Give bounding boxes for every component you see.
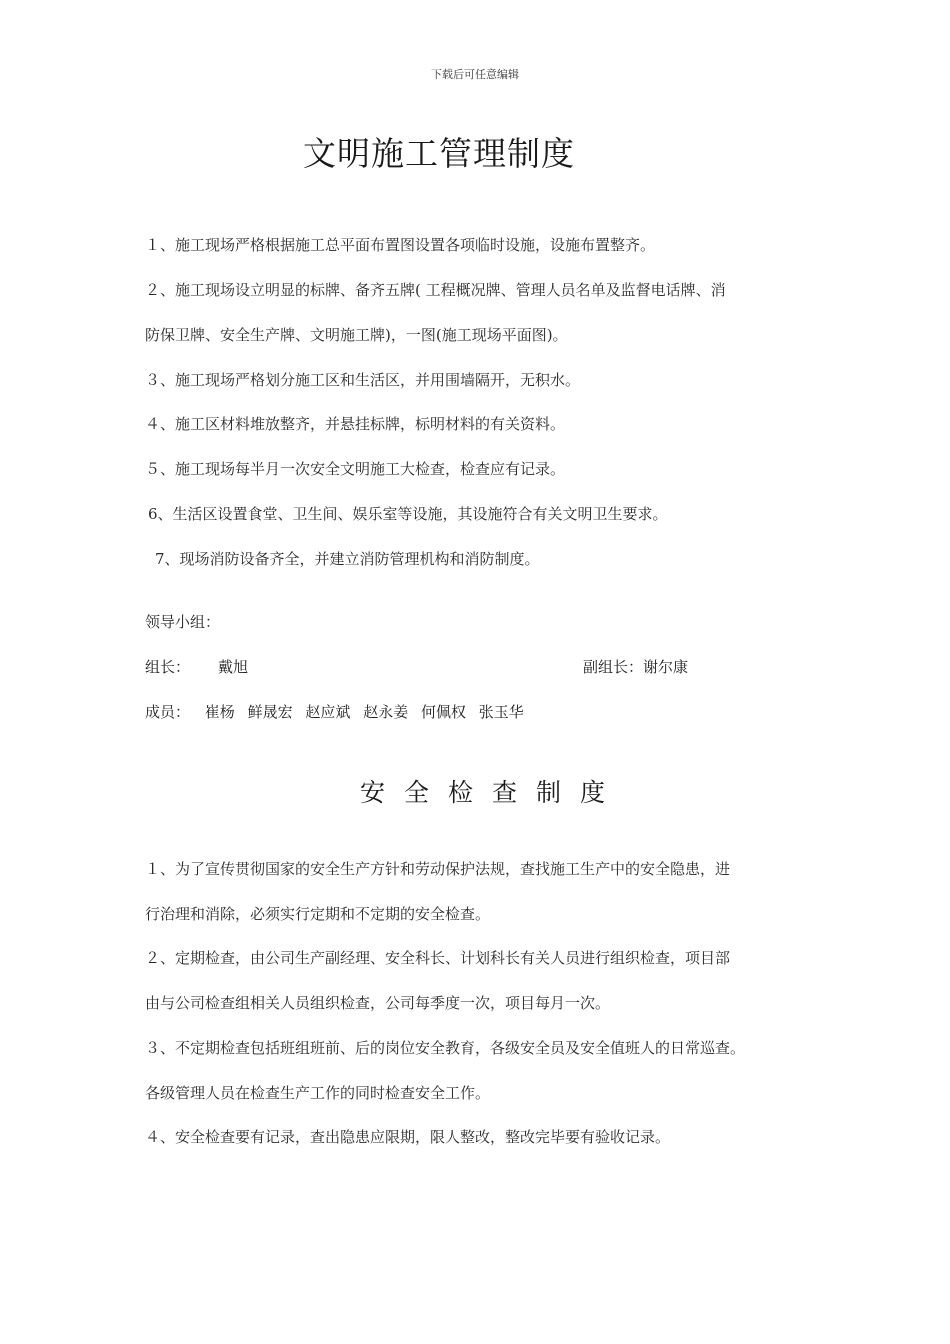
section1-item-5: ５、施工现场每半月一次安全文明施工大检查，检查应有记录。 [145,460,566,478]
section2-item-3: ３、不定期检查包括班组班前、后的岗位安全教育，各级安全员及安全值班人的日常巡查。 [145,1039,746,1057]
leadership-label: 领导小组： [145,613,221,631]
leader-name: 戴旭 [218,658,249,676]
member-name: 赵永姜 [363,703,409,721]
section1-item-3: ３、施工现场严格划分施工区和生活区，并用围墙隔开，无积水。 [145,371,581,389]
member-name: 何佩权 [420,703,466,721]
section1-item-7: 7、现场消防设备齐全，并建立消防管理机构和消防制度。 [155,550,540,568]
section1-title: 文明施工管理制度 [303,134,575,173]
member-name: 赵应斌 [305,703,351,721]
leader-row [145,657,745,677]
member-name: 鲜晟宏 [247,703,293,721]
section2-item-2-cont: 由与公司检查组相关人员组织检查，公司每季度一次，项目每月一次。 [145,994,611,1012]
header-note: 下载后可任意编辑 [431,68,519,81]
section1-item-1: １、施工现场严格根据施工总平面布置图设置各项临时设施，设施布置整齐。 [145,236,656,254]
section2-item-1-cont: 行治理和消除，必须实行定期和不定期的安全检查。 [145,905,491,923]
section1-item-2: ２、施工现场设立明显的标牌、备齐五牌( 工程概况牌、管理人员名单及监督电话牌、消 [145,281,726,299]
vice-leader: 副组长：谢尔康 [583,658,689,676]
section2-item-3-cont: 各级管理人员在检查生产工作的同时检查安全工作。 [145,1084,491,1102]
section1-item-2-cont: 防保卫牌、安全生产牌、文明施工牌)，一图(施工现场平面图)。 [145,326,568,344]
section1-item-6: 6、生活区设置食堂、卫生间、娱乐室等设施，其设施符合有关文明卫生要求。 [148,505,668,523]
section2-item-2: ２、定期检查，由公司生产副经理、安全科长、计划科长有关人员进行组织检查，项目部 [145,949,731,967]
section2-item-4: ４、安全检查要有记录，查出隐患应限期，限人整改，整改完毕要有验收记录。 [145,1128,671,1146]
section2-title: 安全检查制度 [360,778,625,807]
section2-item-1: １、为了宣传贯彻国家的安全生产方针和劳动保护法规，查找施工生产中的安全隐患，进 [145,860,731,878]
members-label: 成员： [145,703,191,721]
member-name: 崔杨 [204,703,235,721]
section1-item-4: ４、施工区材料堆放整齐，并悬挂标牌，标明材料的有关资料。 [145,415,566,433]
members-row [145,702,532,722]
member-name: 张玉华 [478,703,524,721]
leader-label: 组长： [145,658,191,676]
